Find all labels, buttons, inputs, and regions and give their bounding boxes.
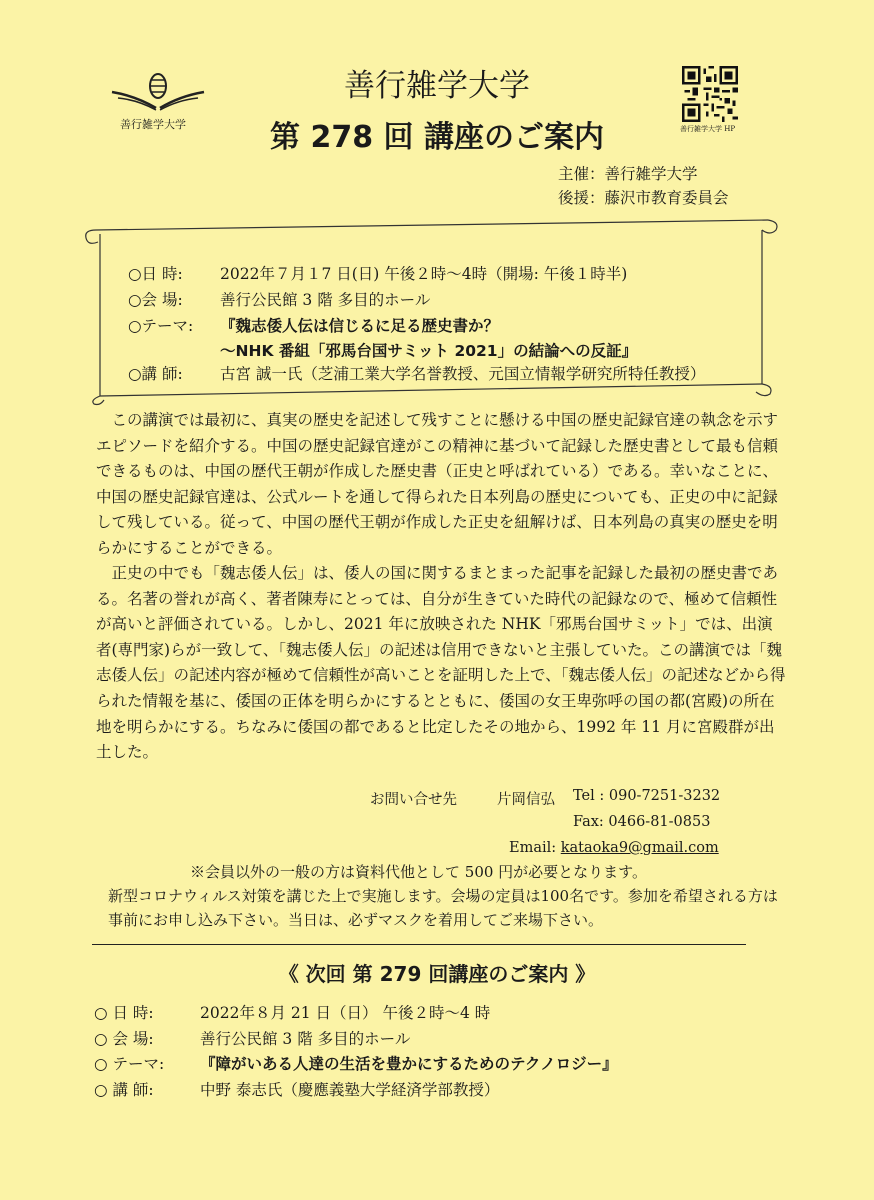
contact-fax: Fax: 0466-81-0853 <box>573 814 711 830</box>
event-theme-line1: 『魏志倭人伝は信じるに足る歴史書か？ <box>220 317 500 335</box>
next-venue-value: 善行公民館 3 階 多目的ホール <box>200 1030 411 1048</box>
event-date-value: 2022年７月１7 日(日) 午後２時～4時（開場: 午後１時半) <box>220 265 628 283</box>
qr-caption: 善行雑学大学 HP <box>680 125 736 133</box>
contact-email-label: Email: <box>509 840 557 856</box>
body-paragraph-2: 正史の中でも「魏志倭人伝」は、倭人の国に関するまとまった記事を記録した最初の歴史書である。名著の誉れが高く、著者陳寿にとっては、自分が生きていた時代の記録なので、極めて信頼性が高いと評価されている。しかし、2021 年に放映された NHK「邪馬台国サミット」では、出演者(専門家)らが一致して、「魏志倭人伝」の記述は信用できないと主張していた。この講演では「魏志倭人伝」の記述内容が極めて信頼性が高いことを証明した上で、「魏志倭人伝」の記述などから得られた情報を基に、倭国の正体を明らかにするとともに、倭国の女王卑弥呼の国の都(宮殿)の所在地を明らかにする。ちなみに倭国の都であると比定したその地から、1992 年 11 月に宮殿群が出土した。 <box>96 564 786 762</box>
sponsor: 後援：藤沢市教育委員会 <box>558 189 729 207</box>
event-theme-cont <box>128 339 637 361</box>
contact-name: 片岡信弘 <box>497 792 555 808</box>
contact-email-link[interactable]: kataoka9@gmail.com <box>560 840 719 856</box>
body-paragraph-1: この講演では最初に、真実の歴史を記述して残すことに懸ける中国の歴史記録官達の執念を示すエピソードを紹介する。中国の歴史記録官達がこの精神に基づいて記録した歴史書として最も信頼できるものは、中国の歴代王朝が作成した歴史書（正史と呼ばれている）である。幸いなことに、中国の歴史記録官達は、公式ルートを通して得られた日本列島の歴史についても、正史の中に記録して残している。従って、中国の歴代王朝が作成した正史を紐解けば、日本列島の真実の歴史を明らかにすることができる。 <box>96 411 779 557</box>
next-lecturer-value: 中野 泰志氏（慶應義塾大学経済学部教授） <box>200 1081 500 1099</box>
qr-code-icon[interactable] <box>682 66 738 122</box>
event-theme-line2: ～NHK 番組「邪馬台国サミット 2021」の結論への反証』 <box>220 342 638 360</box>
event-venue-value: 善行公民館 3 階 多目的ホール <box>220 291 431 309</box>
next-theme <box>94 1052 618 1074</box>
next-venue <box>94 1027 410 1049</box>
event-venue <box>128 288 430 310</box>
fee-notice: ※会員以外の一般の方は資料代他として 500 円が必要となります。 <box>190 863 647 881</box>
next-theme-label: ○ テーマ: <box>94 1055 165 1073</box>
divider <box>92 944 746 945</box>
next-lecturer <box>94 1078 499 1100</box>
next-lecture-title: 《 次回 第 279 回講座のご案内 》 <box>278 962 596 986</box>
next-venue-label: ○ 会 場: <box>94 1030 154 1048</box>
event-lecturer-label: ○講 師: <box>128 365 183 383</box>
contact-tel: Tel : 090-7251-3232 <box>573 788 721 804</box>
event-venue-label: ○会 場: <box>128 291 183 309</box>
next-date-value: 2022年８月 21 日（日） 午後２時～4 時 <box>200 1004 491 1022</box>
organizer: 主催：善行雑学大学 <box>558 165 698 183</box>
logo-caption: 善行雑学大学 <box>120 118 186 131</box>
next-lecturer-label: ○ 講 師: <box>94 1081 154 1099</box>
next-theme-value: 『障がいある人達の生活を豊かにするためのテクノロジー』 <box>200 1055 618 1073</box>
event-date-label: ○日 時: <box>128 265 183 283</box>
contact-email-row <box>509 840 719 856</box>
event-theme <box>128 314 499 336</box>
event-date <box>128 262 627 284</box>
contact-label: お問い合せ先 <box>370 792 457 808</box>
page-title: 善行雑学大学 <box>344 68 530 104</box>
page-subtitle: 第 278 回 講座のご案内 <box>270 120 604 155</box>
event-lecturer-value: 古宮 誠一氏（芝浦工業大学名誉教授、元国立情報学研究所特任教授） <box>220 365 706 383</box>
covid-notice: 新型コロナウィルス対策を講じた上で実施します。会場の定員は100名です。参加を希望される方は事前にお申し込み下さい。当日は、必ずマスクを着用してご来場下さい。 <box>108 887 778 929</box>
next-date <box>94 1001 490 1023</box>
next-date-label: ○ 日 時: <box>94 1004 154 1022</box>
event-lecturer <box>128 362 705 384</box>
event-theme-label: ○テーマ: <box>128 317 194 335</box>
